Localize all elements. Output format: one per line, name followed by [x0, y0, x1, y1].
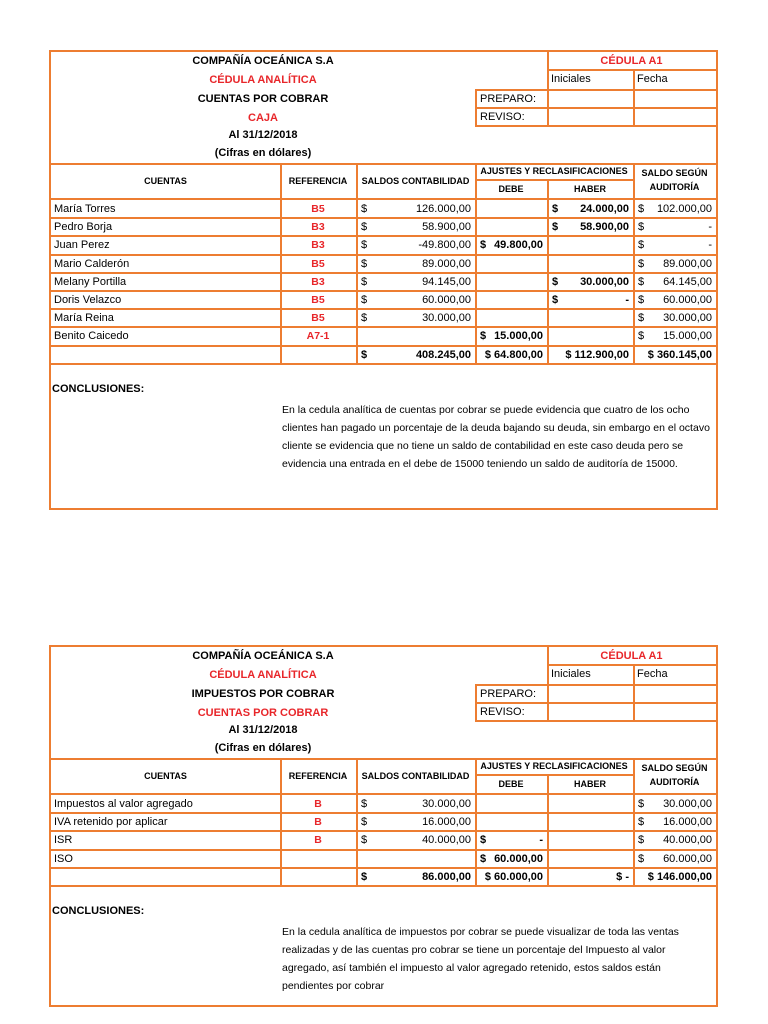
grid-line: [51, 326, 716, 328]
section-title: CUENTAS POR COBRAR: [197, 707, 329, 719]
grid-line: [51, 163, 716, 165]
grid-line: [633, 69, 635, 127]
account-name: Mario Calderón: [54, 258, 130, 270]
auditoria-value: 60.000,00: [663, 853, 712, 865]
saldo-value: 89.000,00: [422, 258, 471, 270]
auditoria-value: 60.000,00: [663, 294, 712, 306]
grid-line: [547, 664, 716, 666]
grid-line: [51, 308, 716, 310]
report-subtitle: IMPUESTOS POR COBRAR: [191, 688, 335, 700]
grid-line: [51, 885, 716, 887]
grid-line: [547, 69, 716, 71]
auditoria-value: 89.000,00: [663, 258, 712, 270]
debe-currency: $: [480, 853, 487, 865]
saldo-currency: $: [361, 816, 368, 828]
cedula-title: CÉDULA ANALÍTICA: [209, 669, 317, 681]
conclusiones-label: CONCLUSIONES:: [52, 905, 145, 917]
account-reference: B: [314, 798, 322, 810]
saldo-currency: $: [361, 834, 368, 846]
auditoria-value: 64.145,00: [663, 276, 712, 288]
debe-value: 15.000,00: [494, 330, 543, 342]
auditoria-value: 102.000,00: [656, 203, 712, 215]
account-reference: B3: [311, 239, 325, 251]
auditoria-currency: $: [638, 221, 645, 233]
reviso-label: REVISO:: [480, 111, 525, 123]
saldo-currency: $: [361, 312, 368, 324]
col-header-ajustes: AJUSTES Y RECLASIFICACIONES: [480, 761, 628, 771]
account-name: María Torres: [54, 203, 116, 215]
grid-line: [475, 702, 716, 704]
grid-line: [51, 363, 716, 365]
account-reference: B3: [311, 276, 325, 288]
cedula-code: CÉDULA A1: [600, 55, 663, 67]
auditoria-currency: $: [638, 853, 645, 865]
account-name: Doris Velazco: [54, 294, 122, 306]
auditoria-value: 30.000,00: [663, 798, 712, 810]
grid-line: [51, 345, 716, 347]
saldo-value: -49.800,00: [418, 239, 471, 251]
col-header-referencia: REFERENCIA: [288, 771, 348, 781]
saldo-currency: $: [361, 239, 368, 251]
haber-currency: $: [552, 221, 559, 233]
account-reference: B: [314, 816, 322, 828]
haber-value: 30.000,00: [580, 276, 629, 288]
saldo-currency: $: [361, 203, 368, 215]
col-header-saldo-segun: SALDO SEGÚN: [641, 168, 708, 178]
saldo-value: 40.000,00: [422, 834, 471, 846]
iniciales-label: Iniciales: [551, 668, 591, 680]
grid-line: [51, 867, 716, 869]
haber-value: 24.000,00: [580, 203, 629, 215]
haber-currency: $: [552, 203, 559, 215]
account-reference: A7-1: [306, 330, 330, 342]
col-header-debe: DEBE: [498, 184, 524, 194]
saldo-value: 60.000,00: [422, 294, 471, 306]
report-date: Al 31/12/2018: [228, 724, 298, 736]
auditoria-currency: $: [638, 834, 645, 846]
auditoria-value: 30.000,00: [663, 312, 712, 324]
grid-line: [633, 664, 635, 722]
grid-line: [51, 235, 716, 237]
grid-line: [475, 89, 477, 127]
auditoria-value: 15.000,00: [663, 330, 712, 342]
grid-line: [51, 290, 716, 292]
haber-currency: $: [552, 276, 559, 288]
auditoria-currency: $: [638, 239, 645, 251]
grid-line: [475, 179, 633, 181]
col-header-saldos: SALDOS CONTABILIDAD: [361, 176, 470, 186]
total-auditoria: $ 146.000,00: [647, 871, 712, 883]
debe-currency: $: [480, 330, 487, 342]
conclusion-text: En la cedula analítica de cuentas por cobrar se puede evidencia que cuatro de los ocho clientes han pagado un porcentaje de la deuda bajando su deuda, sin embargo en el octavo cliente se evidencia que no tiene un saldo de contabilidad en este caso deuda pero se evidencia una entrada en el debe de 15000 teniendo un saldo de auditoría de 15000.: [282, 404, 710, 470]
cedula-code: CÉDULA A1: [600, 650, 663, 662]
account-reference: B5: [311, 312, 325, 324]
fecha-label: Fecha: [637, 668, 668, 680]
col-header-saldo-segun: SALDO SEGÚN: [641, 763, 708, 773]
account-name: Pedro Borja: [54, 221, 113, 233]
auditoria-currency: $: [638, 816, 645, 828]
grid-line: [475, 89, 716, 91]
col-header-auditoria: AUDITORÍA: [649, 777, 700, 787]
conclusion-text: En la cedula analítica de impuestos por cobrar se puede visualizar de toda las ventas realizadas y de las cuentas pro cobrar se tiene un porcentaje del Impuesto al valor agregado, así también el impuesto al valor agregado retenido, estos saldos están pendientes por cobrar: [282, 926, 679, 992]
col-header-referencia: REFERENCIA: [288, 176, 348, 186]
company-name: COMPAÑÍA OCEÁNICA S.A: [192, 650, 334, 662]
account-reference: B5: [311, 294, 325, 306]
account-reference: B5: [311, 203, 325, 215]
auditoria-currency: $: [638, 798, 645, 810]
account-name: María Reina: [54, 312, 114, 324]
haber-currency: $: [552, 294, 559, 306]
auditoria-currency: $: [638, 276, 645, 288]
account-name: ISR: [54, 834, 73, 846]
preparo-label: PREPARO:: [480, 93, 537, 105]
grid-line: [51, 217, 716, 219]
grid-line: [475, 107, 716, 109]
grid-line: [475, 774, 633, 776]
grid-line: [475, 720, 716, 722]
auditoria-value: -: [708, 239, 712, 251]
debe-value: -: [539, 834, 543, 846]
cedula-sheet-caja: [49, 50, 718, 510]
grid-line: [51, 758, 716, 760]
total-saldo: 86.000,00: [422, 871, 471, 883]
account-name: Melany Portilla: [54, 276, 127, 288]
col-header-cuentas: CUENTAS: [144, 176, 187, 186]
debe-currency: $: [480, 834, 487, 846]
total-haber: $ 112.900,00: [565, 349, 629, 361]
col-header-auditoria: AUDITORÍA: [649, 182, 700, 192]
saldo-currency: $: [361, 294, 368, 306]
saldo-value: 16.000,00: [422, 816, 471, 828]
saldo-value: 58.900,00: [422, 221, 471, 233]
saldo-value: 126.000,00: [415, 203, 471, 215]
auditoria-value: 40.000,00: [663, 834, 712, 846]
col-header-saldos: SALDOS CONTABILIDAD: [361, 771, 470, 781]
account-name: IVA retenido por aplicar: [54, 816, 168, 828]
cedula-title: CÉDULA ANALÍTICA: [209, 74, 317, 86]
account-name: Impuestos al valor agregado: [54, 798, 193, 810]
grid-line: [51, 849, 716, 851]
total-debe: $ 60.000,00: [484, 871, 543, 883]
report-date: Al 31/12/2018: [228, 129, 298, 141]
auditoria-currency: $: [638, 203, 645, 215]
grid-line: [51, 272, 716, 274]
preparo-label: PREPARO:: [480, 688, 537, 700]
section-title: CAJA: [248, 112, 278, 124]
currency-note: (Cifras en dólares): [214, 147, 312, 159]
total-saldo-currency: $: [361, 871, 368, 883]
total-debe: $ 64.800,00: [484, 349, 543, 361]
auditoria-currency: $: [638, 330, 645, 342]
auditoria-currency: $: [638, 258, 645, 270]
fecha-label: Fecha: [637, 73, 668, 85]
debe-value: 60.000,00: [494, 853, 543, 865]
debe-currency: $: [480, 239, 487, 251]
grid-line: [475, 684, 716, 686]
col-header-cuentas: CUENTAS: [144, 771, 187, 781]
account-reference: B5: [311, 258, 325, 270]
auditoria-value: -: [708, 221, 712, 233]
saldo-currency: $: [361, 798, 368, 810]
total-auditoria: $ 360.145,00: [647, 349, 712, 361]
grid-line: [51, 254, 716, 256]
currency-note: (Cifras en dólares): [214, 742, 312, 754]
account-reference: B3: [311, 221, 325, 233]
total-saldo: 408.245,00: [415, 349, 471, 361]
grid-line: [475, 684, 477, 722]
iniciales-label: Iniciales: [551, 73, 591, 85]
grid-line: [51, 793, 716, 795]
haber-value: -: [625, 294, 629, 306]
saldo-value: 94.145,00: [422, 276, 471, 288]
col-header-debe: DEBE: [498, 779, 524, 789]
saldo-currency: $: [361, 258, 368, 270]
account-reference: B: [314, 834, 322, 846]
grid-line: [51, 830, 716, 832]
account-name: Benito Caicedo: [54, 330, 129, 342]
col-header-haber: HABER: [573, 184, 606, 194]
report-subtitle: CUENTAS POR COBRAR: [197, 93, 329, 105]
auditoria-currency: $: [638, 294, 645, 306]
auditoria-value: 16.000,00: [663, 816, 712, 828]
cedula-sheet-impuestos: [49, 645, 718, 1007]
grid-line: [475, 125, 716, 127]
account-name: Juan Perez: [54, 239, 110, 251]
total-saldo-currency: $: [361, 349, 368, 361]
conclusiones-label: CONCLUSIONES:: [52, 383, 145, 395]
auditoria-currency: $: [638, 312, 645, 324]
reviso-label: REVISO:: [480, 706, 525, 718]
haber-value: 58.900,00: [580, 221, 629, 233]
saldo-value: 30.000,00: [422, 312, 471, 324]
grid-line: [51, 198, 716, 200]
saldo-currency: $: [361, 221, 368, 233]
grid-line: [51, 812, 716, 814]
account-name: ISO: [54, 853, 73, 865]
debe-value: 49.800,00: [494, 239, 543, 251]
col-header-haber: HABER: [573, 779, 606, 789]
col-header-ajustes: AJUSTES Y RECLASIFICACIONES: [480, 166, 628, 176]
company-name: COMPAÑÍA OCEÁNICA S.A: [192, 55, 334, 67]
saldo-value: 30.000,00: [422, 798, 471, 810]
total-haber: $ -: [616, 871, 629, 883]
saldo-currency: $: [361, 276, 368, 288]
